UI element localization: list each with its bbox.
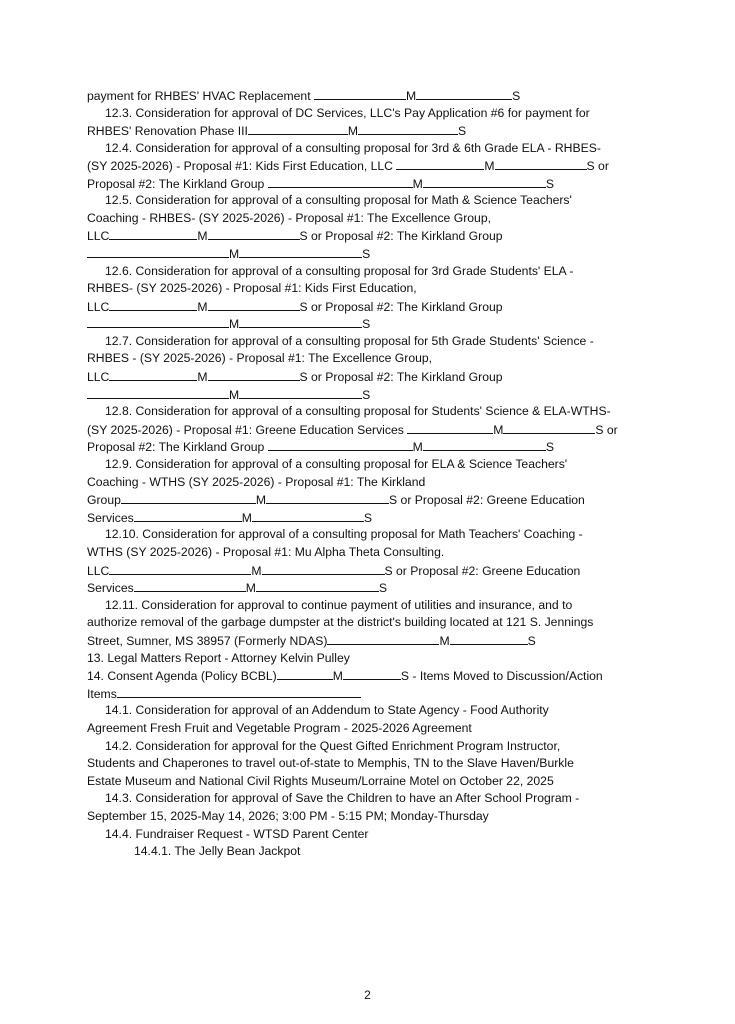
text-line: Students and Chaperones to travel out-of-state to Memphis, TN to the Slave Haven/Burkle xyxy=(87,756,574,770)
agenda-item-12-4: 12.4. Consideration for approval of a consulting proposal for 3rd & 6th Grade ELA - RHBES- xyxy=(105,141,601,155)
text-line: Estate Museum and National Civil Rights Museum/Lorraine Motel on October 22, 2025 xyxy=(87,774,554,788)
text-line: M S xyxy=(87,315,370,333)
agenda-item-14-3: 14.3. Consideration for approval of Save the Children to have an After School Program - xyxy=(105,791,580,805)
text-line: M S xyxy=(87,245,370,263)
text-line: September 15, 2025-May 14, 2026; 3:00 PM - 5:15 PM; Monday-Thursday xyxy=(87,809,489,823)
text-line: authorize removal of the garbage dumpster at the district's building located at 121 S. Jennings xyxy=(87,615,594,629)
text-line: payment for RHBES' HVAC Replacement M S xyxy=(87,89,521,103)
agenda-item-14: 14. Consent Agenda (Policy BCBL) M S - Items Moved to Discussion/Action xyxy=(87,669,603,683)
text-line: (SY 2025-2026) - Proposal #1: Kids First Education, LLC M S or xyxy=(87,159,609,173)
text-line: RHBES- (SY 2025-2026) - Proposal #1: Kids First Education, xyxy=(87,281,417,295)
text-line: LLC M S or Proposal #2: The Kirkland Group xyxy=(87,229,503,243)
agenda-item-14-1: 14.1. Consideration for approval of an Addendum to State Agency - Food Authority xyxy=(105,703,549,717)
agenda-item-12-7: 12.7. Consideration for approval of a consulting proposal for 5th Grade Students' Science - xyxy=(105,334,594,348)
agenda-item-12-8: 12.8. Consideration for approval of a consulting proposal for Students' Science & ELA-WTHS- xyxy=(105,404,611,418)
text-line: WTHS (SY 2025-2026) - Proposal #1: Mu Alpha Theta Consulting. xyxy=(87,545,445,559)
agenda-item-13: 13. Legal Matters Report - Attorney Kelvin Pulley xyxy=(87,651,350,665)
agenda-item-12-5: 12.5. Consideration for approval of a consulting proposal for Math & Science Teachers' xyxy=(105,193,572,207)
text-line: RHBES' Renovation Phase III M S xyxy=(87,124,467,138)
text-line: LLC M S or Proposal #2: The Kirkland Group xyxy=(87,370,503,384)
agenda-item-12-3: 12.3. Consideration for approval of DC Services, LLC's Pay Application #6 for payment for xyxy=(105,106,590,120)
text-line: Coaching - WTHS (SY 2025-2026) - Proposal #1: The Kirkland xyxy=(87,475,426,489)
text-line: (SY 2025-2026) - Proposal #1: Greene Education Services M S or xyxy=(87,423,618,437)
text-line: LLC M S or Proposal #2: The Kirkland Group xyxy=(87,300,503,314)
text-line: Services M S xyxy=(87,581,388,595)
text-line: Group M S or Proposal #2: Greene Education xyxy=(87,493,585,507)
text-line: Proposal #2: The Kirkland Group M S xyxy=(87,440,554,454)
text-line: LLC M S or Proposal #2: Greene Education xyxy=(87,564,581,578)
agenda-item-14-4-1: 14.4.1. The Jelly Bean Jackpot xyxy=(134,844,301,858)
text-line: Services M S xyxy=(87,511,373,525)
text-line: M S xyxy=(87,386,370,404)
agenda-item-14-4: 14.4. Fundraiser Request - WTSD Parent Center xyxy=(105,827,369,841)
page-number: 2 xyxy=(364,988,371,1002)
text-line: Coaching - RHBES- (SY 2025-2026) - Proposal #1: The Excellence Group, xyxy=(87,211,491,225)
agenda-item-14-2: 14.2. Consideration for approval for the Quest Gifted Enrichment Program Instructor, xyxy=(105,739,561,753)
agenda-item-12-9: 12.9. Consideration for approval of a consulting proposal for ELA & Science Teachers' xyxy=(105,457,568,471)
agenda-item-12-10: 12.10. Consideration for approval of a consulting proposal for Math Teachers' Coaching - xyxy=(105,527,583,541)
text-line: RHBES - (SY 2025-2026) - Proposal #1: The Excellence Group, xyxy=(87,351,433,365)
agenda-item-12-11: 12.11. Consideration for approval to continue payment of utilities and insurance, and to xyxy=(105,598,573,612)
text-line: Street, Sumner, MS 38957 (Formerly NDAS) M S xyxy=(87,634,536,648)
agenda-item-12-6: 12.6. Consideration for approval of a consulting proposal for 3rd Grade Students' ELA - xyxy=(105,264,574,278)
text-line: Items xyxy=(87,685,361,703)
text-line: Agreement Fresh Fruit and Vegetable Program - 2025-2026 Agreement xyxy=(87,721,472,735)
text-line: Proposal #2: The Kirkland Group M S xyxy=(87,177,554,191)
